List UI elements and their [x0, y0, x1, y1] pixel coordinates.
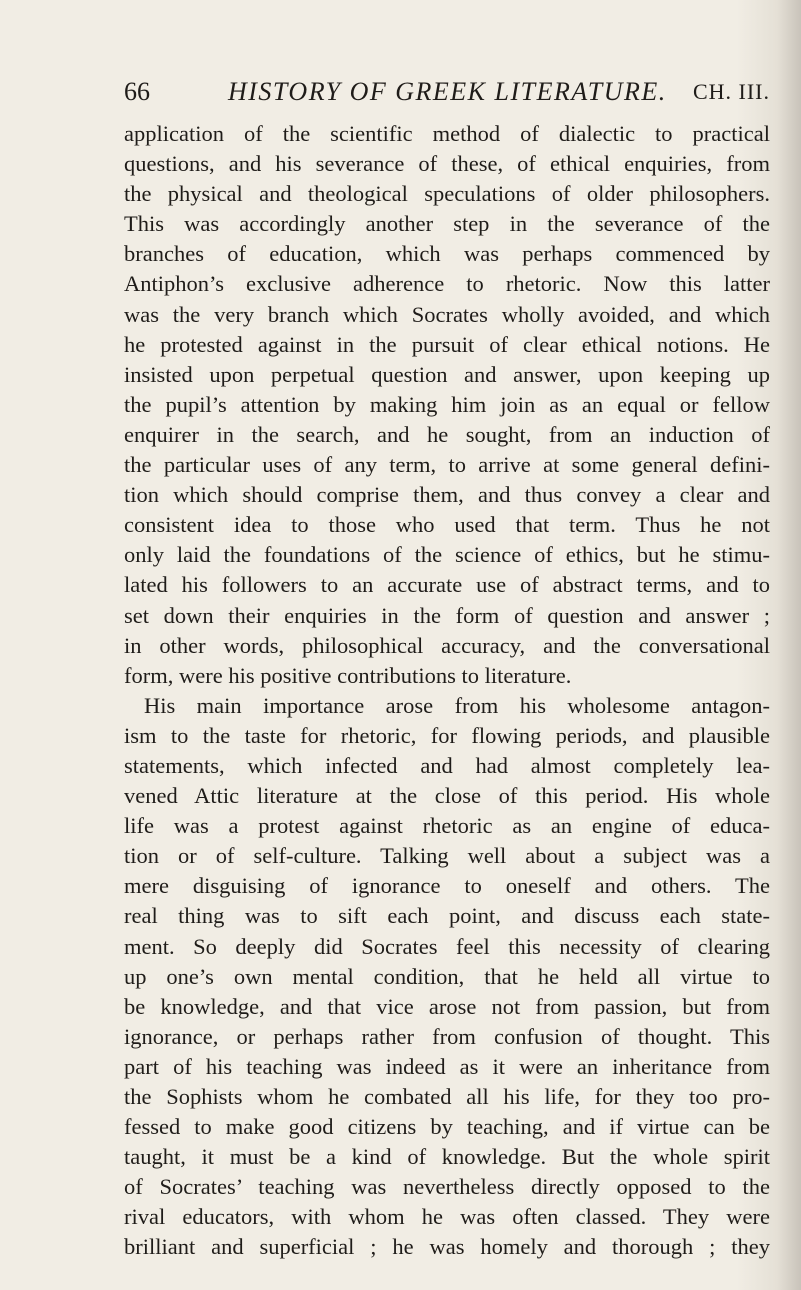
text-line: branches of education, which was perhaps commenced by [124, 241, 770, 267]
text-line: part of his teaching was indeed as it were an inheritance from [124, 1053, 770, 1079]
text-line: ism to the taste for rhetoric, for flowing periods, and plausible [124, 722, 770, 748]
text-line: Antiphon’s exclusive adherence to rhetoric. Now this latter [124, 271, 770, 297]
text-line: set down their enquiries in the form of question and answer ; [124, 602, 770, 628]
text-line: real thing was to sift each point, and discuss each state- [124, 903, 770, 929]
body-text [124, 119, 770, 1263]
text-line: fessed to make good citizens by teaching, and if virtue can be [124, 1114, 770, 1140]
chapter-reference: CH. III. [692, 79, 770, 104]
text-line: of Socrates’ teaching was nevertheless directly opposed to the [124, 1174, 770, 1200]
text-line: enquirer in the search, and he sought, from an induction of [124, 421, 770, 447]
text-line: be knowledge, and that vice arose not from passion, but from [124, 993, 770, 1019]
text-line: the particular uses of any term, to arrive at some general defini- [124, 452, 770, 478]
text-line: the Sophists whom he combated all his life, for they too pro- [124, 1084, 770, 1109]
running-title: HISTORY OF GREEK LITERATURE. [228, 77, 667, 106]
text-line: lated his followers to an accurate use of abstract terms, and to [124, 572, 770, 598]
text-line: the pupil’s attention by making him join as an equal or fellow [124, 391, 770, 417]
text-line: insisted upon perpetual question and answer, upon keeping up [124, 361, 770, 387]
text-line: only laid the foundations of the science of ethics, but he stimu- [124, 542, 770, 568]
text-line: taught, it must be a kind of knowledge. But the whole spirit [124, 1144, 770, 1170]
text-line: in other words, philosophical accuracy, and the conversational [124, 632, 770, 658]
text-line: application of the scientific method of dialectic to practical [124, 121, 770, 146]
text-line: vened Attic literature at the close of this period. His whole [124, 783, 770, 809]
text-line: mere disguising of ignorance to oneself and others. The [124, 873, 770, 899]
text-line: up one’s own mental condition, that he held all virtue to [124, 963, 770, 989]
text-line: ignorance, or perhaps rather from confusion of thought. This [124, 1023, 770, 1049]
text-line: brilliant and superficial ; he was homely and thorough ; they [124, 1234, 770, 1260]
text-line: the physical and theological speculations of older philosophers. [124, 181, 770, 207]
text-line: he protested against in the pursuit of clear ethical notions. He [124, 331, 770, 357]
page-number: 66 [124, 77, 150, 106]
text-line: life was a protest against rhetoric as an engine of educa- [124, 813, 770, 839]
page-header [124, 76, 770, 108]
paragraph-start-line: His main importance arose from his wholesome antagon- [144, 692, 770, 718]
text-line: questions, and his severance of these, of ethical enquiries, from [124, 151, 770, 177]
text-line: was the very branch which Socrates wholly avoided, and which [124, 301, 770, 327]
text-line: This was accordingly another step in the severance of the [124, 211, 770, 237]
text-line: statements, which infected and had almost completely lea- [124, 752, 770, 778]
text-line: tion or of self-culture. Talking well about a subject was a [124, 843, 770, 869]
text-line: rival educators, with whom he was often classed. They were [124, 1204, 770, 1230]
text-line: ment. So deeply did Socrates feel this necessity of clearing [124, 933, 770, 959]
paragraph-end-line: form, were his positive contributions to literature. [124, 662, 572, 688]
text-line: tion which should comprise them, and thus convey a clear and [124, 482, 770, 508]
text-line: consistent idea to those who used that term. Thus he not [124, 512, 770, 538]
